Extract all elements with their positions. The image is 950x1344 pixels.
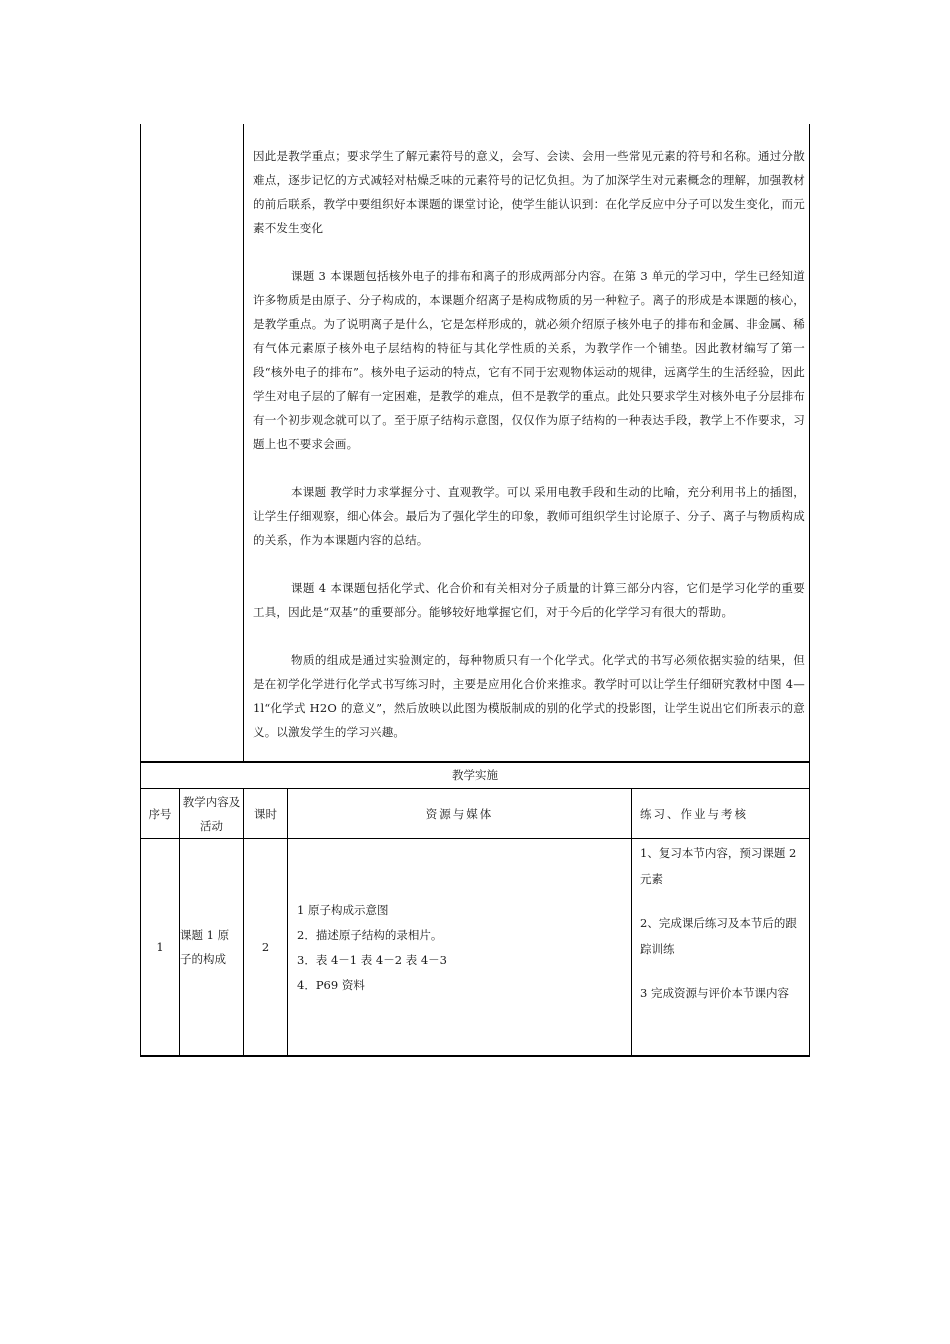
header-label: 课时	[254, 806, 277, 821]
paragraph: 课题 4 本课题包括化学式、化合价和有关相对分子质量的计算三部分内容，它们是学习化学的重要工具，因此是“双基”的重要部分。能够较好地掌握它们，对于今后的化学学习有很大的帮助。	[253, 581, 805, 619]
table-border-left	[140, 124, 141, 762]
row-content	[180, 839, 242, 1055]
header-resources	[288, 789, 631, 838]
resource-item: 3．表 4－1 表 4－2 表 4－3	[297, 953, 447, 967]
table-rule	[140, 1055, 810, 1057]
row-practice	[640, 840, 805, 1006]
header-index	[141, 789, 179, 838]
section-title: 教学实施	[452, 768, 498, 782]
cell-value: 2	[261, 940, 270, 954]
row-resources	[297, 898, 627, 998]
resource-item: 2．描述原子结构的录相片。	[297, 928, 443, 942]
row-index	[141, 839, 179, 1055]
header-hours	[244, 789, 287, 838]
table-column-divider	[243, 124, 244, 762]
practice-item: 3 完成资源与评价本节课内容	[640, 986, 789, 1000]
header-label: 资源与媒体	[425, 806, 494, 821]
table-border-right	[809, 762, 810, 1056]
practice-item: 2、完成课后练习及本节后的跟踪训练	[640, 916, 797, 956]
header-label: 序号	[148, 806, 172, 821]
header-label: 练习、作业与考核	[640, 806, 748, 821]
cell-value: 1	[156, 940, 164, 954]
paragraph: 课题 3 本课题包括核外电子的排布和离子的形成两部分内容。在第 3 单元的学习中，学生已经知道许多物质是由原子、分子构成的，本课题介绍离子是构成物质的另一种粒子。离子的形成是本课题的核心，是教学重点。为了说明离子是什么，它是怎样形成的，就必须介绍原子核外电子的排布和金属、非金属、稀有气体元素原子核外电子层结构的特征与其化学性质的关系，为教学作一个铺垫。因此教材编写了第一段“核外电子的排布”。核外电子运动的特点，它有不同于宏观物体运动的规律，远离学生的生活经验，因此学生对电子层的了解有一定困难，是教学的难点，但不是教学的重点。此处只要求学生对核外电子分层排布有一个初步观念就可以了。至于原子结构示意图，仅仅作为原子结构的一种表达手段，教学上不作要求，习题上也不要求会画。	[253, 269, 805, 451]
header-content	[180, 789, 243, 838]
resource-item: 4．P69 资料	[297, 978, 365, 992]
cell-value: 课题 1 原子的构成	[180, 928, 230, 966]
paragraph: 因此是教学重点；要求学生了解元素符号的意义，会写、会读、会用一些常见元素的符号和名称。通过分散难点，逐步记忆的方式减轻对枯燥乏味的元素符号的记忆负担。为了加深学生对元素概念的理解，加强教材的前后联系，教学中要组织好本课题的课堂讨论，使学生能认识到：在化学反应中分子可以发生变化，而元素不发生变化	[253, 149, 805, 235]
paragraph: 物质的组成是通过实验测定的，每种物质只有一个化学式。化学式的书写必须依据实验的结果，但是在初学化学进行化学式书写练习时，主要是应用化合价来推求。教学时可以让学生仔细研究教材中图 4—1l“化学式 H2O 的意义”，然后放映以此图为模版制成的别的化学式的投影图，让学生说出它们所表示的意义。以激发学生的学习兴趣。	[253, 653, 805, 739]
table-border-right	[809, 124, 810, 762]
header-practice	[640, 789, 808, 838]
row-hours	[244, 839, 287, 1055]
table-column-divider	[631, 788, 632, 1056]
paragraph: 本课题 教学时力求掌握分寸、直观教学。可以 采用电教手段和生动的比喻，充分利用书上的插图，让学生仔细观察，细心体会。最后为了强化学生的印象，教师可组织学生讨论原子、分子、离子与物质构成的关系，作为本课题内容的总结。	[253, 485, 805, 547]
practice-item: 1、复习本节内容，预习课题 2 元素	[640, 846, 797, 886]
teaching-analysis-text	[253, 144, 805, 768]
header-label: 教学内容及活动	[182, 794, 241, 833]
resource-item: 1 原子构成示意图	[297, 903, 389, 917]
